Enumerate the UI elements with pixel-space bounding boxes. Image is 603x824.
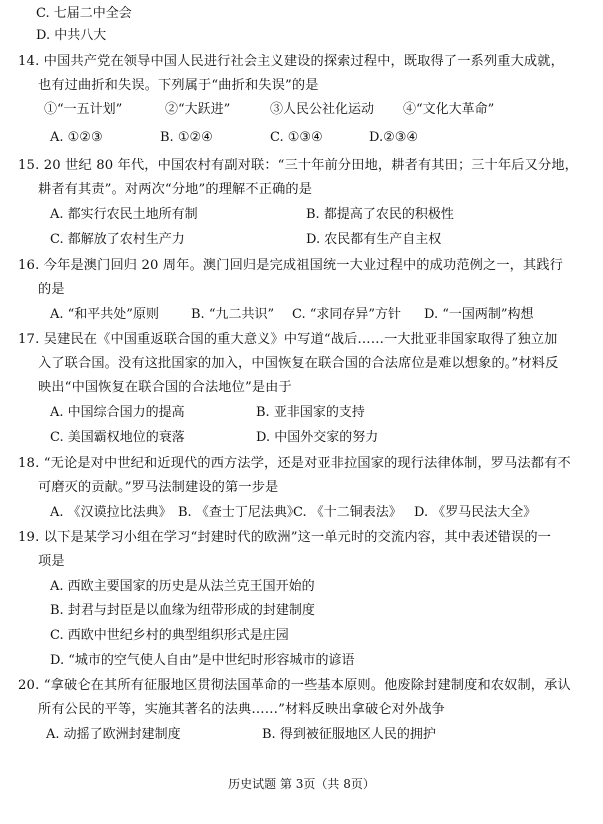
q19-option-c: C. 西欧中世纪乡村的典型组织形式是庄园	[50, 628, 289, 643]
q20-option-b: B. 得到被征服地区人民的拥护	[262, 727, 436, 742]
q16-option-a: A. “和平共处”原则	[50, 307, 159, 322]
q14-stem-line1: 14. 中国共产党在领导中国人民进行社会主义建设的探索过程中，既取得了一系列重大成就，	[18, 54, 564, 69]
q14-option-c: C. ①③④	[270, 130, 323, 145]
q18-option-a: A. 《汉谟拉比法典》	[50, 505, 172, 520]
q15-option-a: A. 都实行农民土地所有制	[50, 207, 198, 222]
page-footer: 历史试题 第 3页（共 8页）	[228, 777, 375, 791]
q19-option-b: B. 封君与封臣是以血缘为纽带形成的封建制度	[50, 603, 315, 618]
prev-option-d: D. 中共八大	[36, 28, 107, 43]
q15-stem-line2: 耕者有其责”。对两次“分地”的理解不正确的是	[38, 182, 313, 197]
q16-stem-line1: 16. 今年是澳门回归 20 周年。澳门回归是完成祖国统一大业过程中的成功范例之一，其践行	[18, 258, 564, 273]
q15-stem-line1: 15. 20 世纪 80 年代，中国农村有副对联：“三十年前分田地，耕者有其田；三十年后又分地，	[18, 158, 578, 173]
q16-stem-line2: 的是	[38, 282, 65, 297]
q17-stem-line2: 入了联合国。没有这批国家的加入，中国恢复在联合国的合法席位是难以想象的。”材料反	[38, 356, 559, 371]
q18-option-d: D. 《罗马民法大全》	[414, 505, 537, 520]
q20-option-a: A. 动摇了欧洲封建制度	[46, 727, 181, 742]
q19-stem-line2: 项是	[38, 554, 65, 569]
q19-stem-line1: 19. 以下是某学习小组在学习“封建时代的欧洲”这一单元时的交流内容，其中表述错误的一	[18, 530, 552, 545]
q14-option-a: A. ①②③	[50, 130, 103, 145]
q16-option-c: C. “求同存异”方针	[292, 307, 402, 322]
q18-stem-line1: 18. “无论是对中世纪和近现代的西方法学，还是对亚非拉国家的现行法律体制，罗马法都有不	[18, 456, 571, 471]
q14-item-1: ①“一五计划”	[44, 102, 123, 117]
q17-option-d: D. 中国外交家的努力	[256, 430, 379, 445]
q14-stem-line2: 也有过曲折和失误。下列属于“曲折和失误”的是	[38, 78, 319, 93]
q17-option-c: C. 美国霸权地位的衰落	[50, 430, 185, 445]
q17-stem-line3: 映出“中国恢复在联合国的合法地位”是由于	[38, 380, 292, 395]
q14-option-b: B. ①②④	[160, 130, 213, 145]
q17-option-b: B. 亚非国家的支持	[256, 405, 365, 420]
q15-option-c: C. 都解放了农村生产力	[50, 232, 185, 247]
q15-option-b: B. 都提高了农民的积极性	[306, 207, 454, 222]
q18-option-c: C. 《十二铜表法》	[293, 505, 402, 520]
q19-option-a: A. 西欧主要国家的历史是从法兰克王国开始的	[50, 579, 315, 594]
q20-stem-line2: 所有公民的平等，实施其著名的法典……”材料反映出拿破仑对外战争	[38, 702, 446, 717]
q17-stem-line1: 17. 吴建民在《中国重返联合国的重大意义》中写道“战后……一大批亚非国家取得了独立加	[18, 332, 558, 347]
q19-option-d: D. “城市的空气使人自由”是中世纪时形容城市的谚语	[50, 653, 355, 668]
q20-stem-line1: 20. “拿破仑在其所有征服地区贯彻法国革命的一些基本原则。他废除封建制度和农奴制，承认	[18, 678, 571, 693]
q14-option-d: D.②③④	[369, 130, 419, 145]
q18-option-b: B. 《查士丁尼法典》	[178, 505, 300, 520]
prev-option-c: C. 七届二中全会	[36, 6, 132, 21]
q17-option-a: A. 中国综合国力的提高	[50, 405, 185, 420]
q14-item-4: ④“文化大革命”	[403, 102, 495, 117]
q14-item-3: ③人民公社化运动	[270, 102, 375, 117]
q18-stem-line2: 可磨灭的贡献。”罗马法制建设的第一步是	[38, 480, 279, 495]
q16-option-b: B. “九二共识”	[191, 307, 275, 322]
q15-option-d: D. 农民都有生产自主权	[306, 232, 442, 247]
q14-item-2: ②“大跃进”	[165, 102, 231, 117]
q16-option-d: D. “一国两制”构想	[424, 307, 534, 322]
